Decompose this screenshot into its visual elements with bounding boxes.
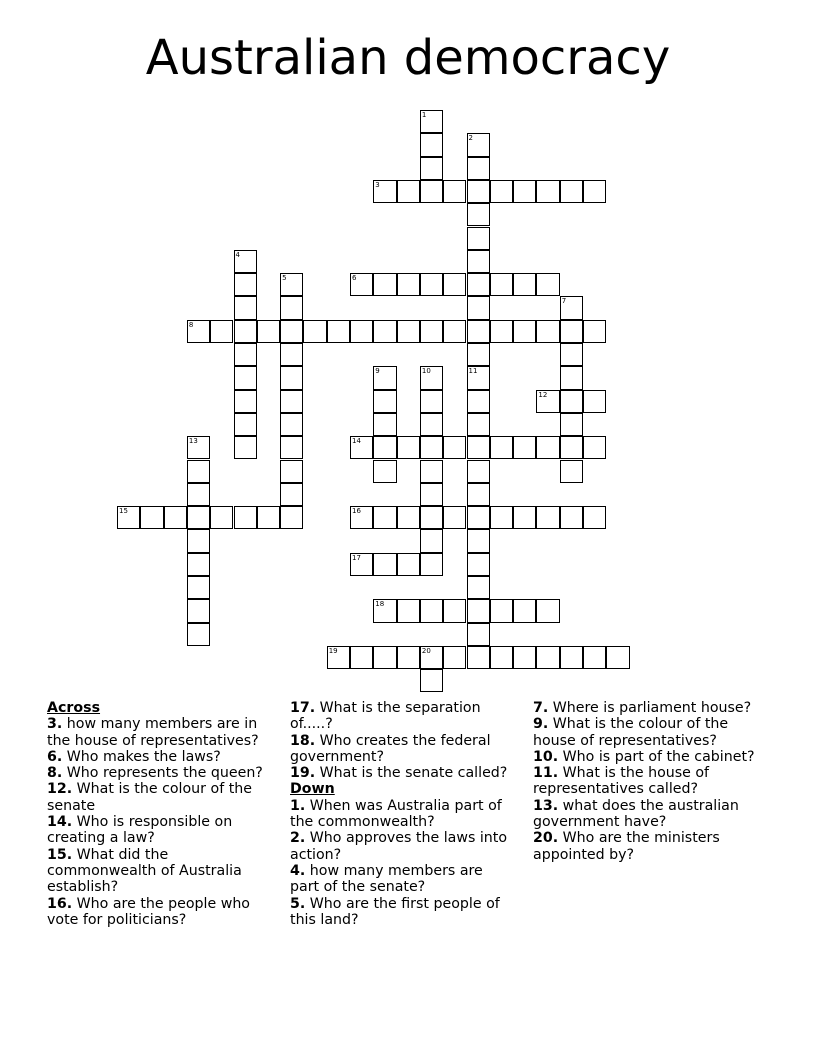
grid-cell[interactable] — [257, 320, 280, 343]
grid-cell[interactable] — [560, 436, 583, 459]
clue-number: 11. — [533, 765, 559, 782]
grid-cell[interactable] — [490, 273, 513, 296]
clue-number: 5. — [290, 895, 306, 912]
grid-cell[interactable] — [234, 296, 257, 319]
clue-text: Where is parliament house? — [552, 700, 752, 716]
grid-cell[interactable] — [443, 436, 466, 459]
grid-cell[interactable] — [420, 110, 443, 133]
grid-cell[interactable] — [420, 413, 443, 436]
grid-cell[interactable] — [280, 483, 303, 506]
clue-number: 17. — [290, 700, 316, 716]
grid-cell[interactable] — [420, 506, 443, 529]
grid-cell[interactable] — [117, 506, 140, 529]
grid-cell[interactable] — [397, 599, 420, 622]
grid-cell[interactable] — [140, 506, 163, 529]
clue-number: 6. — [47, 748, 63, 765]
page-title: Australian democracy — [145, 30, 671, 86]
grid-cell[interactable] — [467, 343, 490, 366]
clue-number: 7. — [533, 700, 549, 716]
grid-cell[interactable] — [583, 390, 606, 413]
grid-cell[interactable] — [536, 320, 559, 343]
grid-cell[interactable] — [513, 646, 536, 669]
grid-cell[interactable] — [420, 436, 443, 459]
grid-cell[interactable] — [280, 320, 303, 343]
clue-number: 8. — [47, 765, 63, 782]
clue-text: Who is part of the cabinet? — [562, 748, 755, 765]
grid-cell[interactable] — [350, 646, 373, 669]
cell-number: 5 — [282, 274, 287, 283]
grid-cell[interactable] — [560, 180, 583, 203]
cell-number: 19 — [328, 646, 338, 655]
cell-number: 17 — [352, 553, 361, 562]
grid-cell[interactable] — [420, 157, 443, 180]
grid-cell[interactable] — [467, 646, 490, 669]
clue-column-3 — [533, 700, 773, 863]
grid-cell[interactable] — [513, 436, 536, 459]
grid-cell[interactable] — [583, 180, 606, 203]
grid-cell[interactable] — [420, 180, 443, 203]
grid-cell[interactable] — [280, 273, 303, 296]
grid-cell[interactable] — [187, 483, 210, 506]
clue-number: 2. — [290, 830, 306, 847]
grid-cell[interactable] — [187, 599, 210, 622]
grid-cell[interactable] — [210, 506, 233, 529]
grid-cell[interactable] — [467, 576, 490, 599]
clue-text: Who approves the laws into action? — [290, 830, 508, 863]
grid-cell[interactable] — [420, 646, 443, 669]
grid-cell[interactable] — [560, 506, 583, 529]
clue-across-19 — [290, 765, 515, 781]
grid-cell[interactable] — [187, 506, 210, 529]
grid-cell[interactable] — [280, 506, 303, 529]
clue-down-11 — [533, 765, 773, 798]
grid-cell[interactable] — [280, 390, 303, 413]
grid-cell[interactable] — [536, 646, 559, 669]
grid-cell[interactable] — [467, 366, 490, 389]
grid-cell[interactable] — [606, 646, 629, 669]
clue-text: what does the australian government have? — [533, 797, 739, 831]
grid-cell[interactable] — [234, 366, 257, 389]
grid-cell[interactable] — [443, 273, 466, 296]
grid-cell[interactable] — [350, 553, 373, 576]
grid-cell[interactable] — [560, 460, 583, 483]
clue-down-5 — [290, 896, 515, 929]
grid-cell[interactable] — [490, 320, 513, 343]
grid-cell[interactable] — [350, 320, 373, 343]
grid-cell[interactable] — [490, 436, 513, 459]
cell-number: 11 — [468, 367, 478, 376]
grid-cell[interactable] — [280, 460, 303, 483]
clue-across-15 — [47, 847, 269, 896]
cell-number: 13 — [188, 437, 198, 446]
grid-cell[interactable] — [513, 506, 536, 529]
grid-cell[interactable] — [210, 320, 233, 343]
cell-number: 12 — [538, 390, 548, 399]
grid-cell[interactable] — [187, 576, 210, 599]
grid-cell[interactable] — [373, 390, 396, 413]
grid-cell[interactable] — [560, 343, 583, 366]
grid-cell[interactable] — [536, 180, 559, 203]
grid-cell[interactable] — [490, 180, 513, 203]
grid-cell[interactable] — [513, 599, 536, 622]
clue-text: What is the separation of.....? — [290, 700, 481, 733]
grid-cell[interactable] — [443, 320, 466, 343]
grid-cell[interactable] — [373, 599, 396, 622]
clue-number: 4. — [290, 862, 306, 879]
clue-text: What is the colour of the house of representatives? — [533, 716, 729, 749]
grid-cell[interactable] — [490, 599, 513, 622]
clue-down-4 — [290, 863, 515, 896]
grid-cell[interactable] — [443, 599, 466, 622]
grid-cell[interactable] — [234, 436, 257, 459]
clue-number: 12. — [47, 781, 73, 798]
grid-cell[interactable] — [164, 506, 187, 529]
grid-cell[interactable] — [583, 506, 606, 529]
clue-down-1 — [290, 798, 515, 831]
clue-down-13 — [533, 798, 773, 831]
grid-cell[interactable] — [467, 623, 490, 646]
grid-cell[interactable] — [467, 227, 490, 250]
grid-cell[interactable] — [373, 436, 396, 459]
grid-cell[interactable] — [560, 413, 583, 436]
cell-number: 7 — [561, 297, 567, 306]
grid-cell[interactable] — [280, 366, 303, 389]
grid-cell[interactable] — [234, 506, 257, 529]
grid-cell[interactable] — [467, 320, 490, 343]
grid-cell[interactable] — [467, 436, 490, 459]
grid-cell[interactable] — [187, 623, 210, 646]
grid-cell[interactable] — [536, 436, 559, 459]
grid-cell[interactable] — [583, 320, 606, 343]
grid-cell[interactable] — [467, 273, 490, 296]
clue-number: 1. — [290, 797, 306, 814]
grid-cell[interactable] — [420, 273, 443, 296]
clue-number: 14. — [47, 814, 73, 831]
grid-cell[interactable] — [234, 320, 257, 343]
grid-cell[interactable] — [257, 506, 280, 529]
grid-cell[interactable] — [467, 250, 490, 273]
grid-cell[interactable] — [373, 180, 396, 203]
clue-across-18 — [290, 733, 515, 766]
grid-cell[interactable] — [373, 413, 396, 436]
grid-cell[interactable] — [280, 436, 303, 459]
grid-cell[interactable] — [397, 273, 420, 296]
grid-cell[interactable] — [420, 529, 443, 552]
grid-cell[interactable] — [443, 646, 466, 669]
cell-number: 18 — [375, 600, 385, 609]
grid-cell[interactable] — [467, 157, 490, 180]
clue-across-14 — [47, 814, 269, 847]
clue-number: 18. — [290, 732, 316, 749]
clue-number: 16. — [47, 895, 73, 912]
grid-cell[interactable] — [467, 553, 490, 576]
grid-cell[interactable] — [397, 320, 420, 343]
clue-number: 15. — [47, 846, 73, 863]
cell-number: 15 — [119, 507, 128, 516]
clue-down-7 — [533, 700, 773, 716]
grid-cell[interactable] — [373, 366, 396, 389]
grid-cell[interactable] — [397, 180, 420, 203]
grid-cell[interactable] — [420, 483, 443, 506]
clue-text: Who makes the laws? — [66, 748, 221, 765]
grid-cell[interactable] — [536, 599, 559, 622]
clue-text: how many members are part of the senate? — [290, 862, 483, 896]
grid-cell[interactable] — [536, 390, 559, 413]
grid-cell[interactable] — [350, 273, 373, 296]
clue-column-2 — [290, 700, 515, 928]
across-heading: Across — [47, 700, 101, 716]
clue-text: When was Australia part of the commonwealth? — [290, 797, 502, 831]
clue-across-12 — [47, 781, 269, 814]
cell-number: 10 — [421, 367, 431, 376]
grid-cell[interactable] — [560, 390, 583, 413]
grid-cell[interactable] — [467, 460, 490, 483]
grid-cell[interactable] — [560, 646, 583, 669]
clue-down-10 — [533, 749, 773, 765]
grid-cell[interactable] — [373, 506, 396, 529]
clue-text: What is the house of representatives called? — [533, 765, 710, 798]
cell-number: 6 — [352, 274, 357, 283]
grid-cell[interactable] — [513, 180, 536, 203]
down-heading: Down — [290, 781, 335, 798]
clue-across-17 — [290, 700, 515, 733]
clue-across-6 — [47, 749, 269, 765]
clue-number: 10. — [533, 748, 559, 765]
cell-number: 20 — [421, 646, 431, 655]
grid-cell[interactable] — [490, 506, 513, 529]
grid-cell[interactable] — [327, 320, 350, 343]
clue-text: Who represents the queen? — [66, 765, 263, 782]
grid-cell[interactable] — [467, 180, 490, 203]
clue-number: 19. — [290, 765, 316, 782]
grid-cell[interactable] — [560, 296, 583, 319]
clue-number: 13. — [533, 797, 559, 814]
clue-across-8 — [47, 765, 269, 781]
grid-cell[interactable] — [560, 320, 583, 343]
grid-cell[interactable] — [420, 366, 443, 389]
grid-cell[interactable] — [467, 529, 490, 552]
grid-cell[interactable] — [420, 460, 443, 483]
grid-cell[interactable] — [467, 390, 490, 413]
grid-cell[interactable] — [420, 320, 443, 343]
cell-number: 3 — [375, 180, 380, 189]
clue-text: Who are the ministers appointed by? — [533, 830, 720, 863]
clue-down-20 — [533, 830, 773, 863]
grid-cell[interactable] — [583, 646, 606, 669]
clue-number: 9. — [533, 716, 549, 733]
grid-cell[interactable] — [397, 553, 420, 576]
clue-number: 20. — [533, 830, 559, 847]
cell-number: 1 — [421, 111, 427, 119]
grid-cell[interactable] — [234, 343, 257, 366]
grid-cell[interactable] — [234, 413, 257, 436]
grid-cell[interactable] — [280, 343, 303, 366]
grid-cell[interactable] — [373, 273, 396, 296]
clue-across-3 — [47, 716, 269, 749]
grid-cell[interactable] — [327, 646, 350, 669]
cell-number: 16 — [352, 507, 361, 516]
grid-cell[interactable] — [467, 483, 490, 506]
cell-number: 14 — [352, 437, 361, 446]
grid-cell[interactable] — [397, 646, 420, 669]
grid-cell[interactable] — [467, 133, 490, 156]
clue-down-2 — [290, 830, 515, 863]
cell-number: 4 — [235, 250, 240, 259]
clue-text: Who creates the federal government? — [290, 732, 491, 765]
grid-cell[interactable] — [234, 250, 257, 273]
grid-cell[interactable] — [397, 506, 420, 529]
clue-text: Who is responsible on creating a law? — [47, 814, 233, 847]
cell-number: 9 — [375, 367, 380, 376]
grid-cell[interactable] — [420, 599, 443, 622]
grid-cell[interactable] — [490, 646, 513, 669]
grid-cell[interactable] — [420, 669, 443, 692]
grid-cell[interactable] — [467, 296, 490, 319]
grid-cell[interactable] — [280, 296, 303, 319]
clue-text: Who are the first people of this land? — [290, 895, 500, 928]
grid-cell[interactable] — [513, 273, 536, 296]
grid-cell[interactable] — [187, 436, 210, 459]
grid-cell[interactable] — [397, 436, 420, 459]
grid-cell[interactable] — [467, 506, 490, 529]
clue-down-9 — [533, 716, 773, 749]
clue-text: What is the colour of the senate — [47, 781, 252, 814]
grid-cell[interactable] — [443, 180, 466, 203]
grid-cell[interactable] — [187, 460, 210, 483]
grid-cell[interactable] — [583, 436, 606, 459]
clue-across-16 — [47, 896, 269, 929]
grid-cell[interactable] — [513, 320, 536, 343]
grid-cell[interactable] — [443, 506, 466, 529]
clue-column-1 — [47, 700, 269, 928]
grid-cell[interactable] — [536, 506, 559, 529]
grid-cell[interactable] — [467, 599, 490, 622]
cell-number: 2 — [468, 134, 473, 143]
clue-text: What is the senate called? — [319, 765, 508, 782]
grid-cell[interactable] — [234, 273, 257, 296]
grid-cell[interactable] — [187, 553, 210, 576]
grid-cell[interactable] — [350, 436, 373, 459]
clue-text: Who are the people who vote for politicians? — [47, 895, 250, 928]
grid-cell[interactable] — [373, 460, 396, 483]
grid-cell[interactable] — [234, 390, 257, 413]
cell-number: 8 — [188, 320, 194, 329]
grid-cell[interactable] — [420, 133, 443, 156]
grid-cell[interactable] — [560, 366, 583, 389]
grid-cell[interactable] — [536, 273, 559, 296]
grid-cell[interactable] — [303, 320, 326, 343]
grid-cell[interactable] — [420, 553, 443, 576]
grid-cell[interactable] — [373, 553, 396, 576]
clue-text: What did the commonwealth of Australia establish? — [47, 846, 242, 896]
grid-cell[interactable] — [187, 529, 210, 552]
grid-cell[interactable] — [187, 320, 210, 343]
grid-cell[interactable] — [420, 390, 443, 413]
grid-cell[interactable] — [467, 203, 490, 226]
clue-text: how many members are in the house of representatives? — [47, 716, 259, 749]
grid-cell[interactable] — [373, 320, 396, 343]
grid-cell[interactable] — [350, 506, 373, 529]
grid-cell[interactable] — [373, 646, 396, 669]
clue-number: 3. — [47, 716, 63, 733]
grid-cell[interactable] — [280, 413, 303, 436]
grid-cell[interactable] — [467, 413, 490, 436]
